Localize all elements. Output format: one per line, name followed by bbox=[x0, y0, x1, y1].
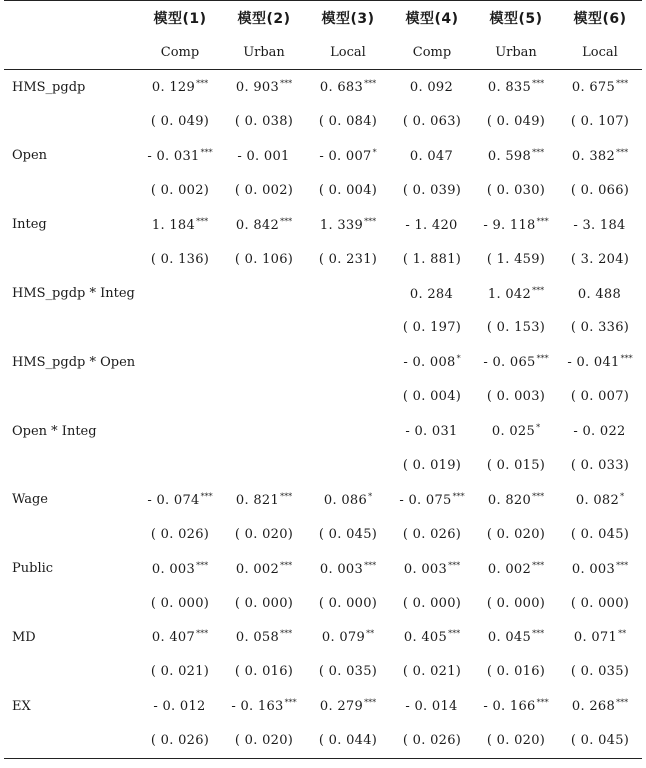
se-row bbox=[4, 104, 642, 138]
coefficient-cell bbox=[390, 70, 474, 105]
standard-error-cell: ( 0. 000) bbox=[486, 595, 546, 611]
coef-row bbox=[4, 483, 642, 517]
variable-label: Integ bbox=[12, 217, 47, 233]
se-row bbox=[4, 380, 642, 414]
significance-stars: *** bbox=[616, 79, 629, 89]
significance-stars: *** bbox=[452, 491, 465, 501]
standard-error-cell: ( 0. 021) bbox=[402, 664, 462, 680]
significance-stars: *** bbox=[616, 560, 629, 570]
standard-error-cell: ( 0. 084) bbox=[318, 114, 378, 130]
standard-error-cell bbox=[138, 311, 222, 345]
coefficient-cell bbox=[390, 345, 474, 379]
significance-stars: ** bbox=[366, 629, 375, 639]
significance-stars: *** bbox=[532, 560, 545, 570]
coefficient-cell bbox=[138, 620, 222, 654]
significance-stars: *** bbox=[532, 285, 545, 295]
se-row bbox=[4, 311, 642, 345]
standard-error-cell: ( 0. 004) bbox=[318, 182, 378, 198]
coefficient-cell bbox=[138, 483, 222, 517]
coefficient-cell bbox=[138, 208, 222, 242]
standard-error-cell bbox=[222, 311, 306, 345]
significance-stars: *** bbox=[532, 79, 545, 89]
standard-error-cell: ( 0. 231) bbox=[318, 251, 378, 267]
significance-stars: * bbox=[456, 354, 461, 364]
significance-stars: *** bbox=[280, 491, 293, 501]
significance-stars: *** bbox=[280, 79, 293, 89]
model-header: 模型(2) bbox=[222, 1, 306, 36]
coefficient-value: 0. 003 bbox=[319, 561, 364, 577]
sample-header: Local bbox=[306, 35, 390, 70]
se-row bbox=[4, 586, 642, 620]
standard-error-cell: ( 0. 020) bbox=[486, 526, 546, 542]
significance-stars: *** bbox=[616, 698, 629, 708]
standard-error-cell: ( 0. 035) bbox=[318, 664, 378, 680]
coefficient-value: 0. 079 bbox=[321, 630, 366, 646]
significance-stars: *** bbox=[196, 560, 209, 570]
coefficient-cell bbox=[222, 620, 306, 654]
coefficient-cell bbox=[558, 689, 642, 723]
coefficient-cell bbox=[390, 689, 474, 723]
model-header: 模型(5) bbox=[474, 1, 558, 36]
coefficient-cell bbox=[558, 551, 642, 585]
variable-label: Wage bbox=[12, 492, 48, 508]
coefficient-value: - 0. 075 bbox=[399, 492, 452, 508]
standard-error-cell: ( 0. 026) bbox=[138, 723, 222, 758]
standard-error-cell bbox=[306, 380, 390, 414]
standard-error-cell: ( 0. 153) bbox=[486, 320, 546, 336]
coefficient-cell bbox=[558, 414, 642, 448]
coefficient-cell bbox=[474, 276, 558, 310]
standard-error-cell: ( 0. 049) bbox=[486, 114, 546, 130]
coefficient-cell bbox=[138, 689, 222, 723]
coefficient-value: 0. 002 bbox=[235, 561, 280, 577]
coefficient-cell bbox=[222, 414, 306, 448]
coefficient-value: - 3. 184 bbox=[573, 217, 626, 233]
significance-stars: *** bbox=[280, 629, 293, 639]
coefficient-cell bbox=[474, 139, 558, 173]
coefficient-value: - 0. 001 bbox=[237, 148, 290, 164]
standard-error-cell bbox=[306, 311, 390, 345]
coefficient-cell bbox=[474, 345, 558, 379]
significance-stars: *** bbox=[284, 698, 297, 708]
variable-label: HMS_pgdp bbox=[12, 79, 86, 95]
coefficient-value: - 0. 022 bbox=[573, 424, 626, 440]
corner-cell bbox=[4, 1, 138, 36]
standard-error-cell bbox=[306, 448, 390, 482]
standard-error-cell: ( 0. 015) bbox=[486, 457, 546, 473]
coefficient-cell bbox=[474, 483, 558, 517]
coefficient-value: 0. 903 bbox=[235, 80, 280, 96]
coefficient-value: 0. 279 bbox=[319, 699, 364, 715]
se-row bbox=[4, 448, 642, 482]
coefficient-cell bbox=[390, 483, 474, 517]
sample-header: Comp bbox=[138, 35, 222, 70]
standard-error-cell: ( 1. 459) bbox=[486, 251, 546, 267]
coefficient-cell bbox=[306, 689, 390, 723]
coefficient-value: - 0. 166 bbox=[483, 699, 536, 715]
standard-error-cell: ( 0. 000) bbox=[570, 595, 630, 611]
coefficient-cell bbox=[222, 70, 306, 105]
standard-error-cell: ( 0. 016) bbox=[234, 664, 294, 680]
sample-header-row bbox=[4, 35, 642, 70]
coefficient-value: 0. 683 bbox=[319, 80, 364, 96]
significance-stars: *** bbox=[532, 629, 545, 639]
coefficient-value: 0. 058 bbox=[235, 630, 280, 646]
significance-stars: *** bbox=[364, 216, 377, 226]
regression-table bbox=[4, 0, 642, 759]
se-row bbox=[4, 723, 642, 758]
coefficient-value: - 0. 012 bbox=[153, 699, 206, 715]
standard-error-cell: ( 0. 033) bbox=[570, 457, 630, 473]
se-row bbox=[4, 242, 642, 276]
empty-label-cell bbox=[4, 517, 138, 551]
standard-error-cell: ( 0. 002) bbox=[150, 182, 210, 198]
coefficient-value: 0. 268 bbox=[571, 699, 616, 715]
coef-row bbox=[4, 276, 642, 310]
coefficient-value: 0. 003 bbox=[151, 561, 196, 577]
standard-error-cell: ( 0. 019) bbox=[402, 457, 462, 473]
coefficient-cell bbox=[474, 414, 558, 448]
standard-error-cell: ( 0. 002) bbox=[234, 182, 294, 198]
significance-stars: *** bbox=[200, 491, 213, 501]
coefficient-value: - 9. 118 bbox=[483, 217, 536, 233]
coef-row bbox=[4, 139, 642, 173]
coefficient-cell bbox=[390, 139, 474, 173]
significance-stars: *** bbox=[364, 698, 377, 708]
se-row bbox=[4, 517, 642, 551]
significance-stars: *** bbox=[196, 216, 209, 226]
coefficient-cell bbox=[138, 345, 222, 379]
coefficient-value: 0. 025 bbox=[491, 424, 536, 440]
significance-stars: *** bbox=[536, 216, 549, 226]
empty-label-cell bbox=[4, 586, 138, 620]
se-row bbox=[4, 173, 642, 207]
standard-error-cell: ( 0. 026) bbox=[402, 526, 462, 542]
significance-stars: * bbox=[620, 491, 625, 501]
standard-error-cell: ( 0. 030) bbox=[486, 182, 546, 198]
coefficient-cell bbox=[558, 208, 642, 242]
coefficient-value: - 0. 031 bbox=[147, 148, 200, 164]
coef-row bbox=[4, 70, 642, 105]
model-header: 模型(1) bbox=[138, 1, 222, 36]
coefficient-cell bbox=[474, 689, 558, 723]
model-header-row bbox=[4, 1, 642, 36]
coefficient-value: - 0. 031 bbox=[405, 424, 458, 440]
coefficient-value: 0. 129 bbox=[151, 80, 196, 96]
standard-error-cell: ( 0. 003) bbox=[486, 389, 546, 405]
coefficient-value: - 0. 007 bbox=[319, 148, 372, 164]
standard-error-cell: ( 0. 066) bbox=[570, 182, 630, 198]
standard-error-cell: ( 0. 035) bbox=[570, 664, 630, 680]
standard-error-cell: ( 0. 000) bbox=[234, 595, 294, 611]
model-header: 模型(4) bbox=[390, 1, 474, 36]
coefficient-value: 0. 047 bbox=[409, 148, 454, 164]
coefficient-cell bbox=[306, 208, 390, 242]
significance-stars: *** bbox=[364, 560, 377, 570]
coefficient-cell bbox=[306, 551, 390, 585]
significance-stars: * bbox=[536, 423, 541, 433]
empty-label-cell bbox=[4, 655, 138, 689]
coefficient-cell bbox=[138, 414, 222, 448]
table-body bbox=[4, 70, 642, 759]
coefficient-value: - 0. 041 bbox=[567, 355, 620, 371]
coefficient-cell bbox=[138, 139, 222, 173]
coefficient-cell bbox=[390, 620, 474, 654]
coefficient-cell bbox=[306, 139, 390, 173]
coefficient-value: 0. 835 bbox=[487, 80, 532, 96]
coefficient-value: 0. 086 bbox=[323, 492, 368, 508]
standard-error-cell: ( 0. 026) bbox=[390, 723, 474, 758]
significance-stars: *** bbox=[620, 354, 633, 364]
coefficient-cell bbox=[222, 483, 306, 517]
variable-label: Public bbox=[12, 561, 54, 577]
standard-error-cell: ( 0. 038) bbox=[234, 114, 294, 130]
standard-error-cell: ( 0. 039) bbox=[402, 182, 462, 198]
significance-stars: *** bbox=[448, 629, 461, 639]
coefficient-value: 0. 842 bbox=[235, 217, 280, 233]
standard-error-cell: ( 0. 007) bbox=[570, 389, 630, 405]
standard-error-cell bbox=[138, 380, 222, 414]
coefficient-cell bbox=[222, 345, 306, 379]
coefficient-value: 0. 407 bbox=[151, 630, 196, 646]
coefficient-value: 0. 821 bbox=[235, 492, 280, 508]
coef-row bbox=[4, 620, 642, 654]
coefficient-cell bbox=[222, 551, 306, 585]
significance-stars: *** bbox=[448, 560, 461, 570]
empty-label-cell bbox=[4, 723, 138, 758]
coefficient-value: 0. 284 bbox=[409, 286, 454, 302]
standard-error-cell: ( 0. 000) bbox=[402, 595, 462, 611]
standard-error-cell: ( 0. 020) bbox=[474, 723, 558, 758]
coefficient-cell bbox=[390, 551, 474, 585]
significance-stars: *** bbox=[196, 79, 209, 89]
coefficient-cell bbox=[558, 70, 642, 105]
empty-label-cell bbox=[4, 380, 138, 414]
coefficient-value: - 0. 074 bbox=[147, 492, 200, 508]
significance-stars: *** bbox=[196, 629, 209, 639]
standard-error-cell: ( 0. 026) bbox=[150, 526, 210, 542]
significance-stars: *** bbox=[536, 354, 549, 364]
coefficient-value: 1. 339 bbox=[319, 217, 364, 233]
empty-label-cell bbox=[4, 104, 138, 138]
standard-error-cell: ( 0. 336) bbox=[570, 320, 630, 336]
sample-header: Local bbox=[558, 35, 642, 70]
coefficient-value: - 0. 163 bbox=[231, 699, 284, 715]
standard-error-cell: ( 0. 107) bbox=[570, 114, 630, 130]
significance-stars: * bbox=[368, 491, 373, 501]
coefficient-value: 0. 045 bbox=[487, 630, 532, 646]
coefficient-cell bbox=[558, 620, 642, 654]
standard-error-cell: ( 3. 204) bbox=[570, 251, 630, 267]
coefficient-value: - 0. 065 bbox=[483, 355, 536, 371]
empty-label-cell bbox=[4, 311, 138, 345]
standard-error-cell: ( 0. 136) bbox=[150, 251, 210, 267]
standard-error-cell: ( 0. 045) bbox=[558, 723, 642, 758]
coefficient-cell bbox=[222, 276, 306, 310]
coefficient-value: 0. 071 bbox=[573, 630, 618, 646]
model-header: 模型(3) bbox=[306, 1, 390, 36]
coefficient-value: 0. 598 bbox=[487, 148, 532, 164]
significance-stars: *** bbox=[532, 491, 545, 501]
variable-label: EX bbox=[12, 698, 31, 714]
coefficient-value: - 0. 014 bbox=[405, 699, 458, 715]
standard-error-cell: ( 0. 000) bbox=[318, 595, 378, 611]
coefficient-cell bbox=[558, 345, 642, 379]
significance-stars: * bbox=[372, 147, 377, 157]
standard-error-cell: ( 0. 021) bbox=[150, 664, 210, 680]
coef-row bbox=[4, 689, 642, 723]
coefficient-cell bbox=[306, 70, 390, 105]
empty-label-cell bbox=[4, 242, 138, 276]
empty-label-cell bbox=[4, 173, 138, 207]
coefficient-value: 0. 092 bbox=[409, 80, 454, 96]
coefficient-value: 0. 002 bbox=[487, 561, 532, 577]
significance-stars: ** bbox=[618, 629, 627, 639]
coefficient-cell bbox=[474, 70, 558, 105]
coefficient-value: - 0. 008 bbox=[403, 355, 456, 371]
coefficient-cell bbox=[306, 414, 390, 448]
variable-label: HMS_pgdp * Open bbox=[12, 354, 136, 370]
coefficient-cell bbox=[222, 139, 306, 173]
corner-cell bbox=[4, 35, 138, 70]
significance-stars: *** bbox=[616, 147, 629, 157]
coef-row bbox=[4, 345, 642, 379]
standard-error-cell: ( 0. 044) bbox=[306, 723, 390, 758]
coefficient-value: 1. 184 bbox=[151, 217, 196, 233]
coefficient-cell bbox=[390, 208, 474, 242]
standard-error-cell: ( 0. 049) bbox=[150, 114, 210, 130]
empty-label-cell bbox=[4, 448, 138, 482]
significance-stars: *** bbox=[200, 147, 213, 157]
coefficient-cell bbox=[390, 414, 474, 448]
standard-error-cell bbox=[222, 380, 306, 414]
standard-error-cell: ( 0. 045) bbox=[570, 526, 630, 542]
coef-row bbox=[4, 208, 642, 242]
coefficient-cell bbox=[558, 139, 642, 173]
coefficient-cell bbox=[222, 208, 306, 242]
significance-stars: *** bbox=[280, 560, 293, 570]
coefficient-cell bbox=[222, 689, 306, 723]
coef-row bbox=[4, 414, 642, 448]
coefficient-cell bbox=[558, 483, 642, 517]
significance-stars: *** bbox=[280, 216, 293, 226]
sample-header: Comp bbox=[390, 35, 474, 70]
coefficient-cell bbox=[390, 276, 474, 310]
variable-label: MD bbox=[12, 629, 36, 645]
coefficient-cell bbox=[138, 70, 222, 105]
standard-error-cell: ( 0. 000) bbox=[150, 595, 210, 611]
se-row bbox=[4, 655, 642, 689]
coefficient-value: 0. 488 bbox=[577, 286, 622, 302]
significance-stars: *** bbox=[536, 698, 549, 708]
coefficient-value: 0. 003 bbox=[571, 561, 616, 577]
coefficient-cell bbox=[138, 276, 222, 310]
standard-error-cell bbox=[138, 448, 222, 482]
coefficient-cell bbox=[138, 551, 222, 585]
coefficient-value: 0. 382 bbox=[571, 148, 616, 164]
coefficient-cell bbox=[474, 208, 558, 242]
standard-error-cell: ( 0. 106) bbox=[234, 251, 294, 267]
significance-stars: *** bbox=[364, 79, 377, 89]
coefficient-cell bbox=[306, 620, 390, 654]
standard-error-cell: ( 0. 004) bbox=[402, 389, 462, 405]
coefficient-cell bbox=[558, 276, 642, 310]
coefficient-value: 0. 082 bbox=[575, 492, 620, 508]
standard-error-cell: ( 0. 016) bbox=[486, 664, 546, 680]
coefficient-value: 0. 675 bbox=[571, 80, 616, 96]
coefficient-cell bbox=[306, 345, 390, 379]
standard-error-cell: ( 0. 197) bbox=[402, 320, 462, 336]
sample-header: Urban bbox=[222, 35, 306, 70]
standard-error-cell: ( 0. 045) bbox=[318, 526, 378, 542]
coefficient-cell bbox=[474, 620, 558, 654]
standard-error-cell: ( 0. 020) bbox=[222, 723, 306, 758]
coefficient-cell bbox=[306, 483, 390, 517]
variable-label: HMS_pgdp * Integ bbox=[12, 286, 135, 302]
coefficient-value: 1. 042 bbox=[487, 286, 532, 302]
coefficient-cell bbox=[306, 276, 390, 310]
model-header: 模型(6) bbox=[558, 1, 642, 36]
coefficient-cell bbox=[474, 551, 558, 585]
standard-error-cell: ( 0. 020) bbox=[234, 526, 294, 542]
coefficient-value: - 1. 420 bbox=[405, 217, 458, 233]
variable-label: Open * Integ bbox=[12, 423, 97, 439]
significance-stars: *** bbox=[532, 147, 545, 157]
coefficient-value: 0. 820 bbox=[487, 492, 532, 508]
variable-label: Open bbox=[12, 148, 48, 164]
coef-row bbox=[4, 551, 642, 585]
standard-error-cell: ( 0. 063) bbox=[402, 114, 462, 130]
coefficient-value: 0. 003 bbox=[403, 561, 448, 577]
sample-header: Urban bbox=[474, 35, 558, 70]
coefficient-value: 0. 405 bbox=[403, 630, 448, 646]
standard-error-cell: ( 1. 881) bbox=[402, 251, 462, 267]
standard-error-cell bbox=[222, 448, 306, 482]
